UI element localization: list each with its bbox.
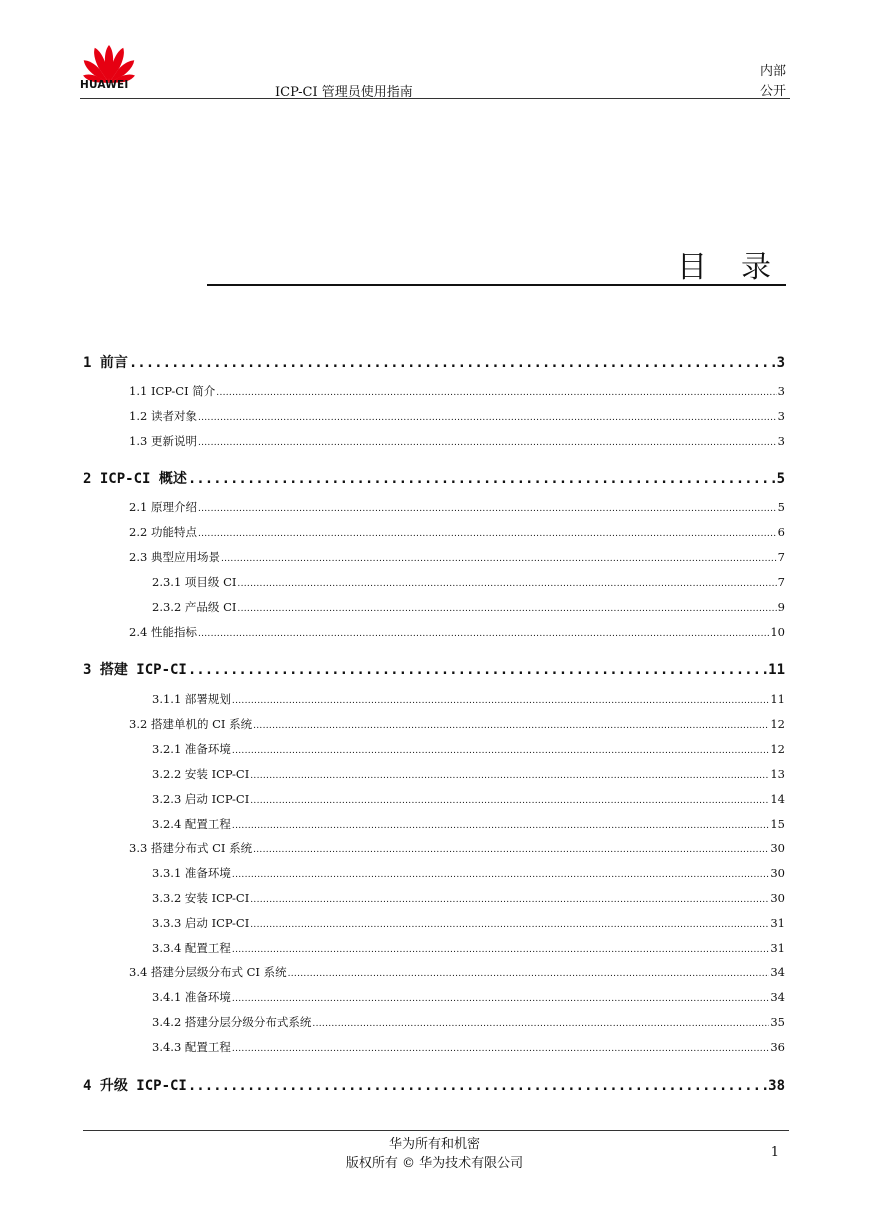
toc-leader-dots	[250, 920, 769, 930]
toc-entry-page: 3	[776, 355, 785, 371]
toc-leader-dots	[198, 629, 769, 639]
toc-entry-page: 36	[770, 1040, 785, 1054]
toc-entry-label: 4 升级 ICP-CI	[83, 1078, 187, 1094]
toc-leader-dots	[250, 771, 769, 781]
toc-entry-label: 1 前言	[83, 355, 128, 371]
toc-entry-label: 3.2.2 安装 ICP-CI	[152, 767, 250, 781]
toc-entry[interactable]	[152, 1014, 785, 1030]
toc-entry-page: 13	[770, 767, 785, 781]
toc-leader-dots	[237, 579, 776, 589]
toc-entry-page: 3	[777, 409, 785, 423]
toc-leader-dots	[232, 696, 769, 706]
toc-entry[interactable]	[83, 352, 785, 372]
toc-entry[interactable]	[129, 716, 785, 732]
toc-entry-page: 31	[770, 916, 785, 930]
toc-heading-rule	[207, 284, 786, 286]
toc-entry-page: 15	[770, 817, 785, 831]
toc-entry[interactable]	[129, 499, 785, 515]
toc-entry-page: 7	[777, 575, 785, 589]
toc-entry[interactable]	[152, 915, 785, 931]
toc-leader-dots	[198, 504, 777, 514]
toc-entry[interactable]	[129, 840, 785, 856]
toc-entry-label: 2.1 原理介绍	[129, 500, 197, 514]
toc-entry-page: 12	[770, 742, 785, 756]
toc-entry-page: 12	[770, 717, 785, 731]
toc-entry-label: 2.3 典型应用场景	[129, 550, 220, 564]
footer-rule	[83, 1130, 789, 1131]
toc-entry-page: 31	[770, 941, 785, 955]
toc-entry-page: 30	[770, 841, 785, 855]
toc-entry-label: 2.4 性能指标	[129, 625, 197, 639]
footer-confidential: 华为所有和机密	[388, 1137, 480, 1152]
toc-entry[interactable]	[152, 599, 785, 615]
toc-entry-label: 3.2.1 准备环境	[152, 742, 231, 756]
toc-entry-label: 1.3 更新说明	[129, 434, 197, 448]
toc-entry-label: 3.3.4 配置工程	[152, 941, 231, 955]
toc-entry-label: 3.4.1 准备环境	[152, 990, 231, 1004]
toc-entry[interactable]	[83, 659, 785, 679]
toc-entry-label: 3.3.3 启动 ICP-CI	[152, 916, 250, 930]
toc-leader-dots	[188, 1078, 767, 1094]
toc-entry-label: 3.1.1 部署规划	[152, 692, 231, 706]
toc-leader-dots	[198, 529, 777, 539]
toc-leader-dots	[312, 1019, 769, 1029]
toc-entry-label: 2 ICP-CI 概述	[83, 471, 187, 487]
toc-entry-label: 1.2 读者对象	[129, 409, 197, 423]
toc-entry-label: 3.3 搭建分布式 CI 系统	[129, 841, 253, 855]
toc-entry-label: 3.3.1 准备环境	[152, 866, 231, 880]
toc-entry-page: 3	[777, 434, 785, 448]
toc-entry[interactable]	[129, 433, 785, 449]
logo-text: HUAWEI	[80, 79, 129, 91]
toc-leader-dots	[129, 355, 776, 371]
toc-leader-dots	[237, 604, 776, 614]
toc-leader-dots	[232, 870, 769, 880]
toc-entry-page: 6	[777, 525, 785, 539]
toc-entry-label: 2.3.2 产品级 CI	[152, 600, 237, 614]
page-number: 1	[770, 1145, 779, 1160]
toc-leader-dots	[221, 554, 777, 564]
classification-top: 内部	[759, 64, 786, 79]
toc-leader-dots	[250, 796, 769, 806]
toc-entry[interactable]	[129, 383, 785, 399]
toc-entry-label: 3.2.4 配置工程	[152, 817, 231, 831]
footer-copyright: 版权所有 © 华为技术有限公司	[345, 1156, 524, 1171]
toc-entry[interactable]	[152, 741, 785, 757]
classification-bottom: 公开	[759, 84, 786, 99]
toc-leader-dots	[253, 845, 769, 855]
toc-entry-page: 30	[770, 866, 785, 880]
toc-leader-dots	[288, 969, 770, 979]
toc-entry-label: 3.2 搭建单机的 CI 系统	[129, 717, 253, 731]
toc-entry[interactable]	[152, 890, 785, 906]
toc-entry[interactable]	[152, 865, 785, 881]
toc-leader-dots	[198, 413, 777, 423]
toc-entry-page: 38	[768, 1078, 785, 1094]
toc-entry[interactable]	[152, 791, 785, 807]
toc-entry[interactable]	[152, 816, 785, 832]
toc-heading: 目录	[677, 250, 805, 285]
toc-entry-page: 5	[777, 500, 785, 514]
toc-entry-page: 14	[770, 792, 785, 806]
toc-entry-label: 3.3.2 安装 ICP-CI	[152, 891, 250, 905]
toc-entry[interactable]	[152, 1039, 785, 1055]
toc-entry-page: 11	[770, 692, 785, 706]
page-header	[80, 38, 790, 99]
toc-entry-page: 5	[776, 471, 785, 487]
toc-entry[interactable]	[152, 989, 785, 1005]
toc-leader-dots	[232, 945, 769, 955]
toc-entry-label: 2.2 功能特点	[129, 525, 197, 539]
toc-leader-dots	[198, 438, 777, 448]
toc-entry-page: 10	[770, 625, 785, 639]
toc-entry-page: 9	[777, 600, 785, 614]
toc-entry-label: 3.4 搭建分层级分布式 CI 系统	[129, 965, 287, 979]
toc-entry-label: 3 搭建 ICP-CI	[83, 662, 187, 678]
toc-entry-label: 2.3.1 项目级 CI	[152, 575, 237, 589]
toc-entry-page: 30	[770, 891, 785, 905]
toc-entry-page: 34	[770, 965, 785, 979]
toc-entry[interactable]	[152, 940, 785, 956]
toc-entry[interactable]	[152, 574, 785, 590]
toc-leader-dots	[232, 746, 769, 756]
toc-entry[interactable]	[129, 549, 785, 565]
document-title: ICP-CI 管理员使用指南	[275, 85, 413, 100]
toc-entry-label: 3.2.3 启动 ICP-CI	[152, 792, 250, 806]
toc-leader-dots	[232, 1044, 769, 1054]
toc-entry-label: 3.4.3 配置工程	[152, 1040, 231, 1054]
toc-entry[interactable]	[152, 691, 785, 707]
toc-entry-page: 11	[768, 662, 785, 678]
toc-entry[interactable]	[83, 1075, 785, 1095]
toc-entry[interactable]	[129, 524, 785, 540]
toc-leader-dots	[232, 821, 769, 831]
toc-entry[interactable]	[83, 468, 785, 488]
toc-entry-label: 3.4.2 搭建分层分级分布式系统	[152, 1015, 312, 1029]
toc-entry[interactable]	[129, 624, 785, 640]
toc-entry[interactable]	[129, 408, 785, 424]
toc-leader-dots	[188, 662, 767, 678]
toc-entry[interactable]	[129, 964, 785, 980]
toc-entry-page: 35	[770, 1015, 785, 1029]
toc-leader-dots	[216, 388, 776, 398]
toc-entry[interactable]	[152, 766, 785, 782]
toc-entry-label: 1.1 ICP-CI 简介	[129, 384, 216, 398]
toc-leader-dots	[188, 471, 776, 487]
toc-leader-dots	[250, 895, 769, 905]
toc-leader-dots	[232, 994, 769, 1004]
toc-entry-page: 34	[770, 990, 785, 1004]
toc-entry-page: 7	[777, 550, 785, 564]
toc-leader-dots	[253, 721, 769, 731]
toc-entry-page: 3	[777, 384, 785, 398]
